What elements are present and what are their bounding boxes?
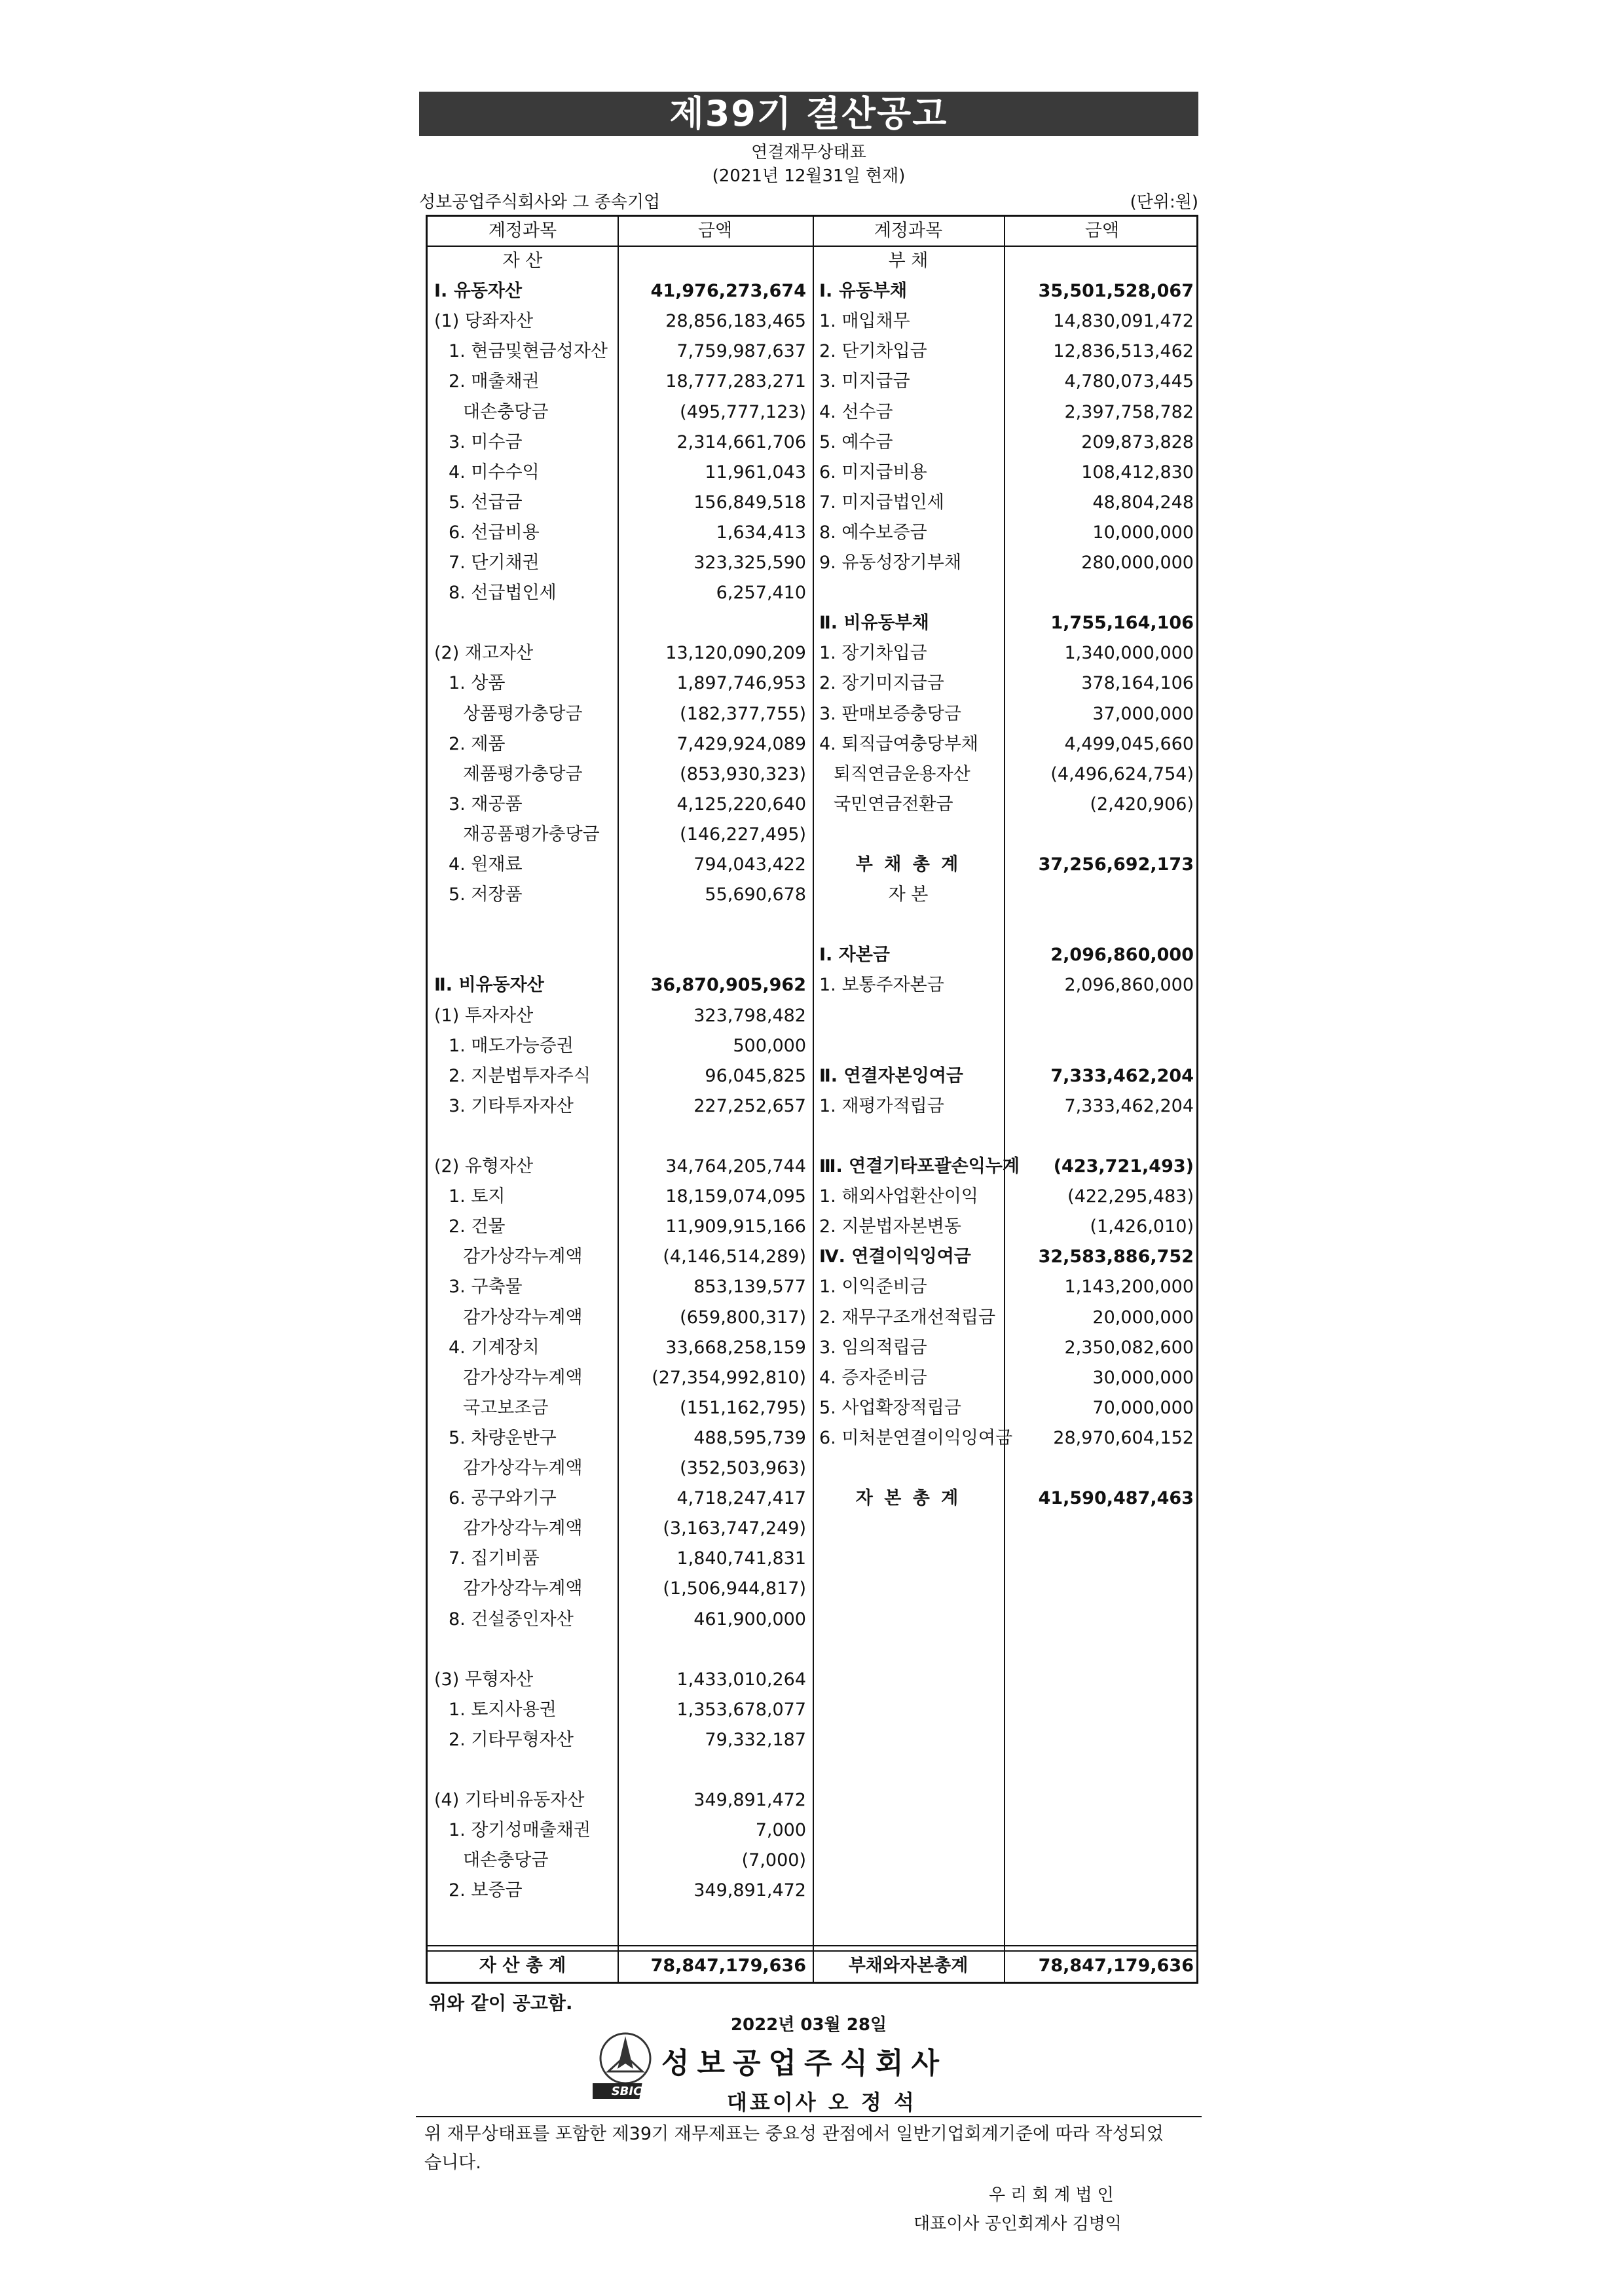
asset-amount: 79,332,187: [705, 1729, 806, 1750]
asset-account-label: 1. 장기성매출채권: [449, 1820, 591, 1841]
liab-account-label: [819, 911, 1004, 939]
asset-account-label: 감가상각누계액: [463, 1578, 583, 1599]
liab-amount: [1004, 820, 1194, 849]
asset-account-label: 3. 재공품: [449, 793, 523, 814]
asset-account-label: 7. 단기채권: [449, 553, 540, 573]
asset-account-label: 1. 매도가능증권: [449, 1035, 574, 1056]
asset-account-label: 감가상각누계액: [463, 1367, 583, 1388]
asset-amount: 1,634,413: [716, 522, 806, 543]
asset-account-label: 1. 현금및현금성자산: [449, 341, 608, 362]
total-assets-label: 자 산 총 계: [479, 1956, 566, 1976]
asset-account-label: 제품평가충당금: [463, 763, 583, 784]
liab-amount: 35,501,528,067: [1038, 281, 1194, 302]
liab-account-label: 2. 장기미지급금: [819, 673, 944, 694]
asset-amount: 33,668,258,159: [665, 1337, 806, 1358]
asset-account-label: 6. 선급비용: [449, 522, 540, 543]
audit-opinion: 위 재무상태표를 포함한 제39기 재무제표는 중요성 관점에서 일반기업회계기준에 따라 작성되었습니다.: [424, 2124, 1164, 2173]
asset-amount: 794,043,422: [693, 854, 806, 875]
liab-amount: 32,583,886,752: [1038, 1247, 1194, 1267]
asset-account-label: 1. 토지사용권: [449, 1699, 557, 1720]
asset-account-label: [434, 911, 618, 939]
liab-amount: 7,333,462,204: [1050, 1065, 1194, 1086]
asset-account-label: 3. 구축물: [449, 1277, 523, 1298]
liab-account-label: 자 본 총 계: [855, 1488, 961, 1509]
liab-account-label: 1. 보통주자본금: [819, 975, 944, 996]
liab-amount: 10,000,000: [1092, 522, 1194, 543]
asset-account-label: 4. 미수수익: [449, 462, 540, 483]
asset-amount: (659,800,317): [680, 1307, 806, 1328]
asset-amount: [618, 1122, 806, 1151]
liab-amount: 28,970,604,152: [1053, 1427, 1194, 1448]
liab-account-label: 자 본: [888, 884, 929, 905]
liab-amount: 1,755,164,106: [1050, 613, 1194, 634]
liab-amount: (422,295,483): [1067, 1186, 1194, 1207]
liab-amount: [1004, 1002, 1194, 1030]
asset-account-label: 2. 제품: [449, 733, 506, 754]
announcement-title: 제39기 결산공고: [419, 92, 1198, 136]
asset-account-label: 3. 미수금: [449, 431, 523, 452]
total-assets-amount: 78,847,179,636: [650, 1956, 806, 1976]
liab-amount: [1004, 911, 1194, 939]
asset-account-label: 상품평가충당금: [463, 703, 583, 724]
asset-amount: (182,377,755): [680, 703, 806, 724]
asset-amount: 156,849,518: [693, 492, 806, 513]
asset-account-label: 8. 건설중인자산: [449, 1609, 574, 1630]
asset-account-label: [434, 1635, 618, 1664]
col-header-amount-left: 금액: [697, 221, 733, 241]
ceo-name: 대표이사 오 정 석: [727, 2090, 917, 2115]
asset-amount: 55,690,678: [705, 884, 806, 905]
currency-unit: (단위:원): [1130, 192, 1198, 212]
liab-amount: (2,420,906): [1090, 793, 1194, 814]
asset-account-label: [434, 941, 618, 970]
asset-amount: 6,257,410: [716, 583, 806, 604]
liab-amount: 41,590,487,463: [1038, 1488, 1194, 1509]
asset-amount: 18,159,074,095: [665, 1186, 806, 1207]
audit-firm: 우리회계법인: [989, 2185, 1119, 2205]
asset-account-label: [434, 1122, 618, 1151]
liab-amount: 37,000,000: [1092, 703, 1194, 724]
asset-amount: 1,433,010,264: [676, 1669, 806, 1690]
liab-amount: 14,830,091,472: [1053, 311, 1194, 332]
asset-account-label: [434, 609, 618, 638]
asset-amount: [618, 1756, 806, 1785]
notice-text: 위와 같이 공고함.: [429, 1992, 573, 2014]
liab-amount: 30,000,000: [1092, 1367, 1194, 1388]
liab-account-label: [819, 1032, 1004, 1061]
liab-account-label: 3. 판매보증충당금: [819, 703, 961, 724]
liab-amount: 1,340,000,000: [1064, 643, 1194, 664]
liab-amount: 70,000,000: [1092, 1397, 1194, 1418]
asset-account-label: 감가상각누계액: [463, 1518, 583, 1539]
total-liab-equity-amount: 78,847,179,636: [1038, 1956, 1194, 1976]
liab-account-label: Ⅱ. 연결자본잉여금: [819, 1065, 964, 1086]
liab-account-label: 5. 예수금: [819, 431, 893, 452]
liab-account-label: 8. 예수보증금: [819, 522, 927, 543]
asset-account-label: (2) 유형자산: [434, 1156, 534, 1176]
asset-account-label: 자 산: [502, 251, 543, 271]
liab-account-label: 5. 사업확장적립금: [819, 1397, 961, 1418]
asset-amount: (1,506,944,817): [663, 1578, 806, 1599]
asset-amount: (352,503,963): [680, 1458, 806, 1478]
statement-title: 연결재무상태표: [751, 143, 866, 162]
liab-amount: [1004, 247, 1194, 276]
asset-account-label: 7. 집기비품: [449, 1548, 540, 1569]
asset-account-label: 2. 건물: [449, 1216, 506, 1237]
liab-account-label: 2. 지분법자본변동: [819, 1216, 961, 1237]
auditor-representative: 대표이사 공인회계사 김병익: [913, 2214, 1122, 2234]
asset-amount: 1,353,678,077: [676, 1699, 806, 1720]
asset-account-label: (1) 투자자산: [434, 1005, 534, 1026]
liab-account-label: 7. 미지급법인세: [819, 492, 944, 513]
liab-amount: 378,164,106: [1081, 673, 1194, 694]
liab-account-label: 1. 재평가적립금: [819, 1095, 944, 1116]
asset-amount: [618, 609, 806, 638]
asset-amount: 7,000: [755, 1820, 806, 1841]
asset-account-label: (1) 당좌자산: [434, 311, 534, 332]
asset-amount: (853,930,323): [680, 763, 806, 784]
asset-account-label: 3. 기타투자자산: [449, 1095, 574, 1116]
asset-account-label: 4. 원재료: [449, 854, 523, 875]
liab-account-label: [819, 1454, 1004, 1483]
asset-amount: 13,120,090,209: [665, 643, 806, 664]
asset-amount: 7,759,987,637: [676, 341, 806, 362]
col-header-account-right: 계정과목: [874, 221, 943, 241]
asset-account-label: 재공품평가충당금: [463, 824, 600, 845]
liab-amount: 2,096,860,000: [1064, 975, 1194, 996]
col-header-account-left: 계정과목: [488, 221, 557, 241]
asset-amount: 323,798,482: [693, 1005, 806, 1026]
asset-amount: (3,163,747,249): [663, 1518, 806, 1539]
statement-date: (2021년 12월31일 현재): [712, 166, 906, 186]
asset-amount: 4,718,247,417: [676, 1488, 806, 1509]
asset-amount: 500,000: [733, 1035, 806, 1056]
liab-account-label: 4. 퇴직급여충당부채: [819, 733, 978, 754]
asset-amount: (7,000): [741, 1850, 806, 1871]
asset-account-label: 국고보조금: [463, 1397, 549, 1418]
liab-amount: 2,096,860,000: [1050, 945, 1194, 966]
liab-account-label: 4. 선수금: [819, 401, 893, 422]
liab-account-label: Ⅰ. 유동부채: [819, 281, 908, 302]
liab-amount: 7,333,462,204: [1064, 1095, 1194, 1116]
liab-amount: 20,000,000: [1092, 1307, 1194, 1328]
liab-account-label: 1. 매입채무: [819, 311, 910, 332]
asset-account-label: (2) 재고자산: [434, 643, 534, 664]
liab-account-label: 6. 미지급비용: [819, 462, 927, 483]
asset-amount: 1,897,746,953: [676, 673, 806, 694]
liab-account-label: 6. 미처분연결이익잉여금: [819, 1427, 1013, 1448]
asset-amount: 4,125,220,640: [676, 793, 806, 814]
liab-amount: 37,256,692,173: [1038, 854, 1194, 875]
liab-amount: 48,804,248: [1092, 492, 1194, 513]
liab-account-label: 퇴직연금운용자산: [834, 763, 970, 784]
announcement-date: 2022년 03월 28일: [730, 2015, 887, 2035]
asset-account-label: 대손충당금: [463, 1850, 549, 1871]
liab-account-label: Ⅰ. 자본금: [819, 945, 890, 966]
liab-amount: 4,499,045,660: [1064, 733, 1194, 754]
liab-amount: [1004, 881, 1194, 909]
asset-amount: [618, 911, 806, 939]
asset-amount: 41,976,273,674: [650, 281, 806, 302]
asset-account-label: 5. 선급금: [449, 492, 523, 513]
asset-account-label: 감가상각누계액: [463, 1458, 583, 1478]
liab-account-label: Ⅳ. 연결이익잉여금: [819, 1247, 971, 1267]
asset-amount: (146,227,495): [680, 824, 806, 845]
liab-amount: 280,000,000: [1081, 553, 1194, 573]
asset-amount: 227,252,657: [693, 1095, 806, 1116]
liab-amount: (4,496,624,754): [1050, 763, 1194, 784]
asset-amount: 461,900,000: [693, 1609, 806, 1630]
liab-account-label: 4. 증자준비금: [819, 1367, 927, 1388]
liab-account-label: 부 채: [888, 251, 929, 271]
asset-account-label: 대손충당금: [463, 401, 549, 422]
liab-account-label: Ⅲ. 연결기타포괄손익누계: [819, 1156, 1020, 1176]
asset-account-label: 2. 지분법투자주식: [449, 1065, 591, 1086]
asset-amount: [618, 941, 806, 970]
asset-account-label: 감가상각누계액: [463, 1247, 583, 1267]
asset-amount: 7,429,924,089: [676, 733, 806, 754]
asset-amount: [618, 247, 806, 276]
asset-account-label: 2. 보증금: [449, 1880, 523, 1901]
asset-account-label: 8. 선급법인세: [449, 583, 557, 604]
col-header-amount-right: 금액: [1084, 221, 1120, 241]
liab-account-label: [819, 1002, 1004, 1030]
asset-account-label: 2. 기타무형자산: [449, 1729, 574, 1750]
asset-amount: (27,354,992,810): [652, 1367, 806, 1388]
asset-amount: 36,870,905,962: [650, 975, 806, 996]
asset-account-label: 5. 저장품: [449, 884, 523, 905]
liab-account-label: [819, 1122, 1004, 1151]
liab-amount: 108,412,830: [1081, 462, 1194, 483]
asset-amount: (4,146,514,289): [663, 1247, 806, 1267]
liab-amount: 209,873,828: [1081, 431, 1194, 452]
liab-amount: 2,397,758,782: [1064, 401, 1194, 422]
asset-amount: 323,325,590: [693, 553, 806, 573]
asset-amount: (495,777,123): [680, 401, 806, 422]
liab-account-label: [819, 820, 1004, 849]
asset-account-label: 1. 상품: [449, 673, 506, 694]
asset-account-label: 4. 기계장치: [449, 1337, 540, 1358]
asset-account-label: Ⅰ. 유동자산: [434, 281, 523, 302]
asset-amount: 11,961,043: [705, 462, 806, 483]
asset-account-label: (4) 기타비유동자산: [434, 1790, 585, 1811]
liab-account-label: 1. 이익준비금: [819, 1277, 927, 1298]
divider: [416, 2116, 1202, 2117]
asset-amount: 349,891,472: [693, 1790, 806, 1811]
company-group-name: 성보공업주식회사와 그 종속기업: [419, 192, 661, 212]
total-liab-equity-label: 부채와자본총계: [848, 1956, 969, 1976]
asset-amount: 28,856,183,465: [665, 311, 806, 332]
asset-account-label: Ⅱ. 비유동자산: [434, 975, 544, 996]
liab-amount: [1004, 1122, 1194, 1151]
asset-amount: 349,891,472: [693, 1880, 806, 1901]
asset-account-label: 5. 차량운반구: [449, 1427, 557, 1448]
asset-amount: 34,764,205,744: [665, 1156, 806, 1176]
asset-account-label: 1. 토지: [449, 1186, 506, 1207]
asset-amount: 11,909,915,166: [665, 1216, 806, 1237]
liab-account-label: 부 채 총 계: [855, 854, 961, 875]
company-logo: [593, 2030, 658, 2100]
asset-account-label: 2. 매출채권: [449, 371, 540, 392]
liab-account-label: [819, 579, 1004, 608]
balance-sheet-table: [426, 215, 1198, 1984]
asset-account-label: (3) 무형자산: [434, 1669, 534, 1690]
asset-amount: 18,777,283,271: [665, 371, 806, 392]
asset-amount: 488,595,739: [693, 1427, 806, 1448]
asset-account-label: 감가상각누계액: [463, 1307, 583, 1328]
liab-account-label: 3. 임의적립금: [819, 1337, 927, 1358]
liab-account-label: 9. 유동성장기부채: [819, 553, 961, 573]
logo-text: SBIC: [611, 2085, 642, 2098]
liab-amount: (423,721,493): [1053, 1156, 1194, 1176]
liab-amount: 4,780,073,445: [1064, 371, 1194, 392]
asset-amount: 853,139,577: [693, 1277, 806, 1298]
liab-amount: 12,836,513,462: [1053, 341, 1194, 362]
asset-amount: [618, 1635, 806, 1664]
company-signature: 성보공업주식회사: [661, 2047, 948, 2080]
asset-amount: 96,045,825: [705, 1065, 806, 1086]
liab-amount: [1004, 579, 1194, 608]
liab-amount: 1,143,200,000: [1064, 1277, 1194, 1298]
asset-amount: (151,162,795): [680, 1397, 806, 1418]
liab-account-label: 1. 장기차입금: [819, 643, 927, 664]
liab-account-label: 1. 해외사업환산이익: [819, 1186, 978, 1207]
liab-account-label: 2. 재무구조개선적립금: [819, 1307, 996, 1328]
asset-amount: 1,840,741,831: [676, 1548, 806, 1569]
liab-account-label: 2. 단기차입금: [819, 341, 927, 362]
liab-account-label: 3. 미지급금: [819, 371, 910, 392]
asset-account-label: 6. 공구와기구: [449, 1488, 557, 1509]
asset-amount: 2,314,661,706: [676, 431, 806, 452]
liab-amount: [1004, 1032, 1194, 1061]
liab-amount: 2,350,082,600: [1064, 1337, 1194, 1358]
liab-account-label: Ⅱ. 비유동부채: [819, 613, 929, 634]
liab-amount: [1004, 1454, 1194, 1483]
asset-account-label: [434, 1756, 618, 1785]
liab-account-label: 국민연금전환금: [834, 793, 953, 814]
liab-amount: (1,426,010): [1090, 1216, 1194, 1237]
